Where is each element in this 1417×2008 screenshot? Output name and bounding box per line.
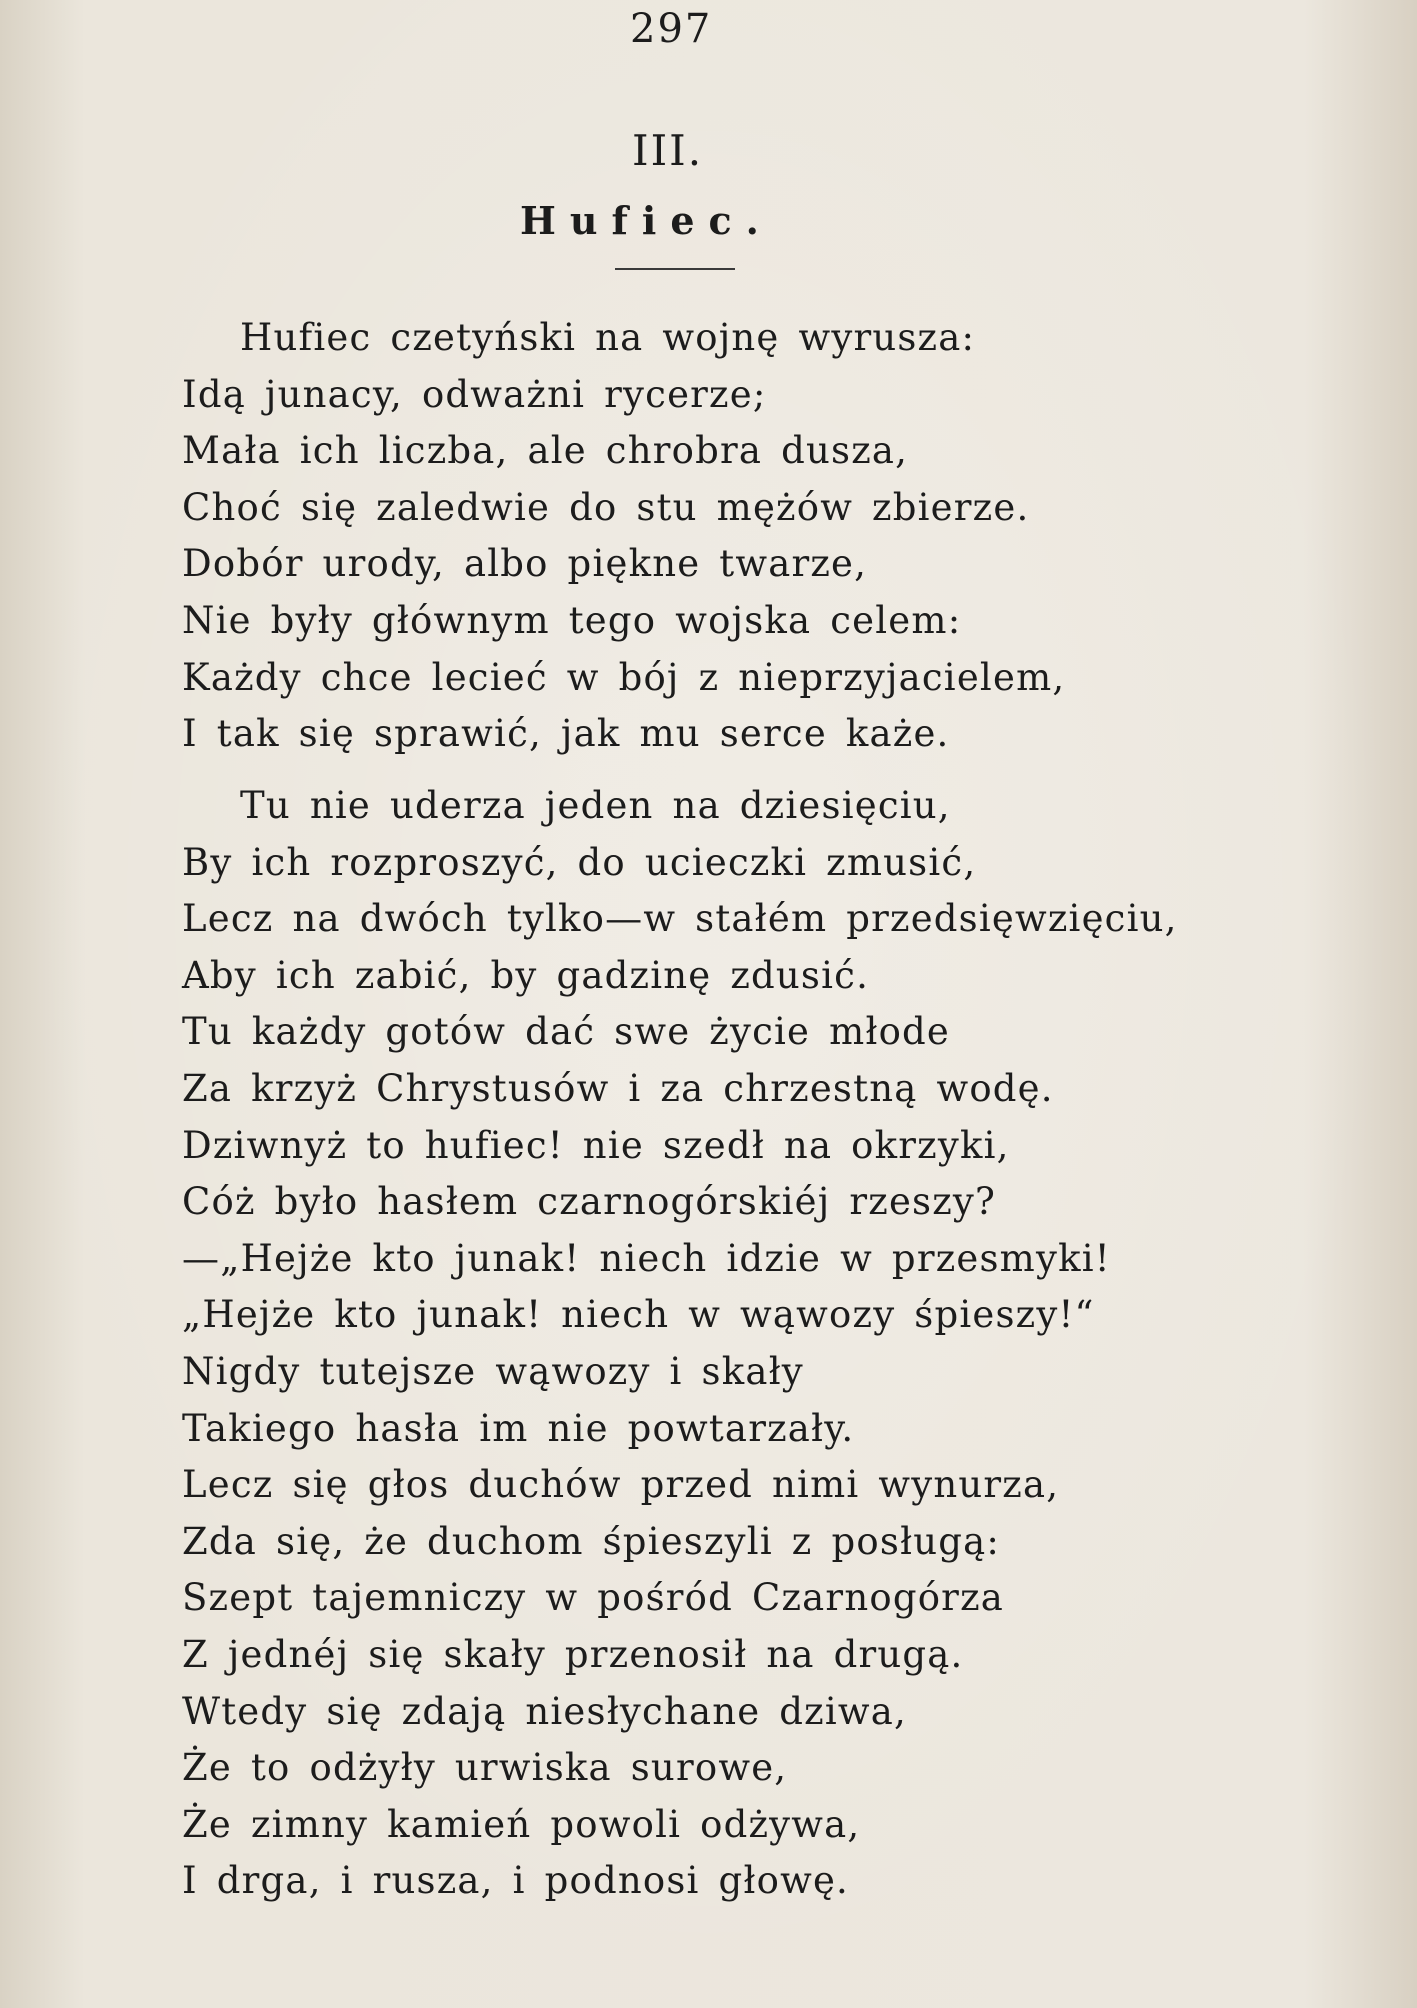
- verse-line: Dziwnyż to hufiec! nie szedł na okrzyki,: [182, 1123, 1010, 1167]
- verse-line: Za krzyż Chrystusów i za chrzestną wodę.: [182, 1066, 1054, 1110]
- stanza-1: [0, 310, 1417, 763]
- title-divider: [615, 268, 735, 270]
- verse-line: Cóż było hasłem czarnogórskiéj rzeszy?: [182, 1180, 997, 1224]
- verse-line: Choć się zaledwie do stu mężów zbierze.: [182, 485, 1030, 529]
- verse-line: „Hejże kto junak! niech w wąwozy śpieszy!“: [182, 1293, 1095, 1337]
- verse-line: Aby ich zabić, by gadzinę zdusić.: [182, 953, 870, 997]
- verse-line: Z jednéj się skały przenosił na drugą.: [182, 1632, 964, 1676]
- verse-line: Dobór urody, albo piękne twarze,: [182, 542, 868, 586]
- verse-line: Nie były głównym tego wojska celem:: [182, 598, 962, 642]
- section-title: Hufiec.: [520, 198, 773, 243]
- verse-line: Nigdy tutejsze wąwozy i skały: [182, 1349, 804, 1393]
- verse-line: Hufiec czetyński na wojnę wyrusza:: [240, 316, 976, 359]
- verse-line: Szept tajemniczy w pośród Czarnogórza: [182, 1576, 1005, 1620]
- verse-line: By ich rozproszyć, do ucieczki zmusić,: [182, 840, 977, 884]
- verse-line: Wtedy się zdają niesłychane dziwa,: [182, 1689, 908, 1733]
- stanza-2: [0, 778, 1417, 1910]
- verse-line: Mała ich liczba, ale chrobra dusza,: [182, 429, 909, 473]
- section-number: III.: [632, 126, 704, 175]
- page-number: 297: [630, 6, 713, 52]
- verse-line: —„Hejże kto junak! niech idzie w przesmyki!: [182, 1236, 1111, 1280]
- verse-line: I drga, i rusza, i podnosi głowę.: [182, 1859, 850, 1903]
- verse-line: Że zimny kamień powoli odżywa,: [182, 1802, 861, 1846]
- verse-line: Każdy chce lecieć w bój z nieprzyjacielem,: [182, 655, 1066, 699]
- verse-line: Zda się, że duchom śpieszyli z posługą:: [182, 1519, 1001, 1563]
- verse-line: I tak się sprawić, jak mu serce każe.: [182, 712, 950, 756]
- verse-line: Lecz na dwóch tylko—w stałém przedsięwzięciu,: [182, 897, 1178, 941]
- verse-line: Idą junacy, odważni rycerze;: [182, 372, 767, 416]
- verse-line: Że to odżyły urwiska surowe,: [182, 1746, 788, 1790]
- verse-line: Takiego hasła im nie powtarzały.: [182, 1406, 855, 1450]
- verse-line: Tu każdy gotów dać swe życie młode: [182, 1010, 951, 1054]
- verse-line: Tu nie uderza jeden na dziesięciu,: [240, 784, 951, 827]
- verse-line: Lecz się głos duchów przed nimi wynurza,: [182, 1463, 1060, 1507]
